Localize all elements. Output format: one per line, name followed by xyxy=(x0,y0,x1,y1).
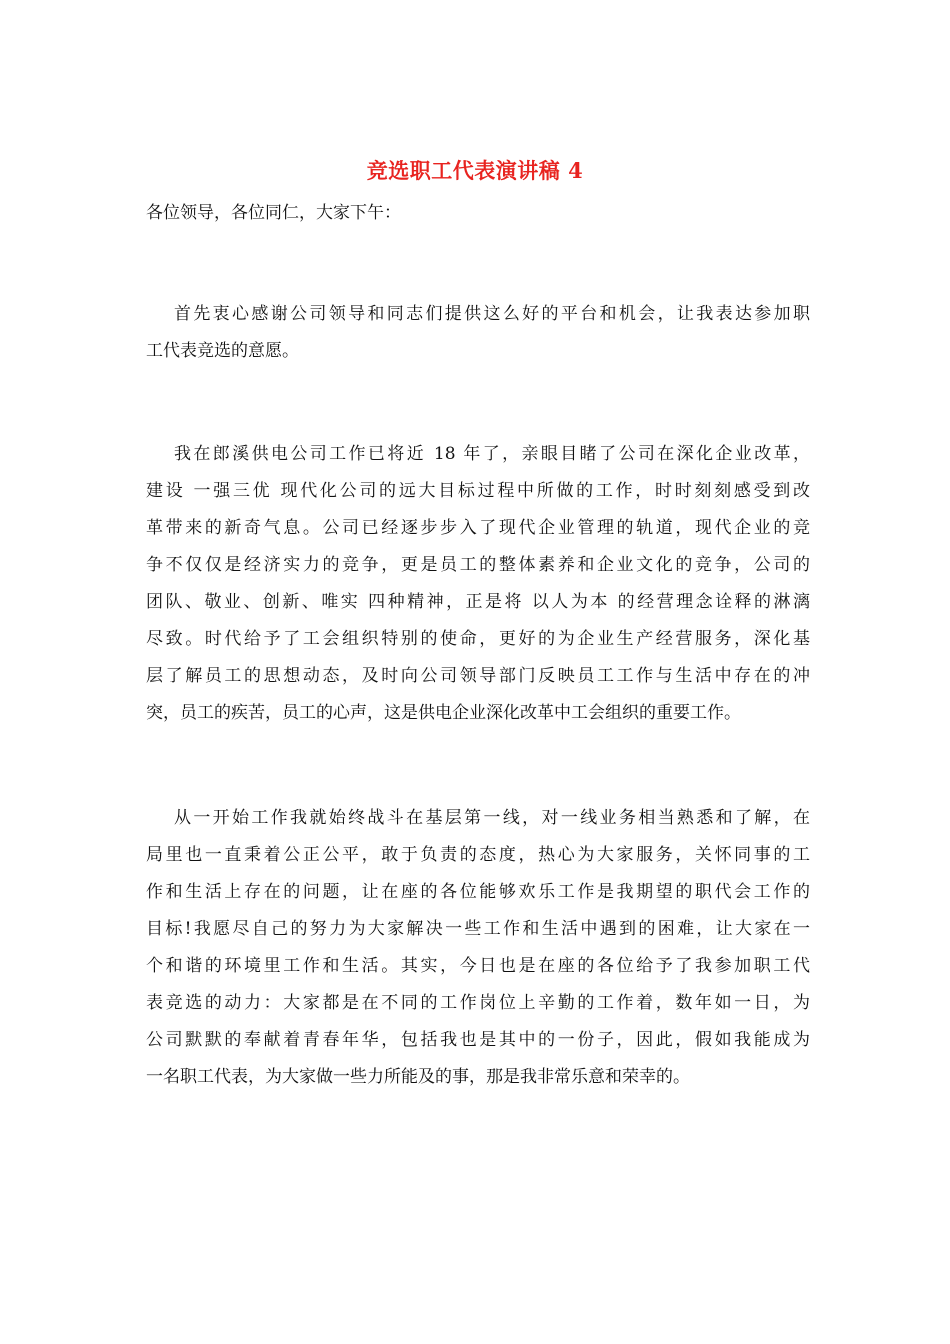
paragraph-line: 首先衷心感谢公司领导和同志们提供这么好的平台和机会，让我表达参加职 xyxy=(174,304,810,324)
paragraph-line: 表竞选的动力：大家都是在不同的工作岗位上辛勤的工作着，数年如一日，为 xyxy=(146,993,810,1013)
paragraph-line: 革带来的新奇气息。公司已经逐步步入了现代企业管理的轨道，现代企业的竞 xyxy=(146,518,810,538)
greeting: 各位领导，各位同仁，大家下午： xyxy=(146,203,401,223)
paragraph-line: 工代表竞选的意愿。 xyxy=(146,341,299,361)
paragraph-line: 争不仅仅是经济实力的竞争，更是员工的整体素养和企业文化的竞争，公司的 xyxy=(146,555,810,575)
paragraph-line: 层了解员工的思想动态，及时向公司领导部门反映员工工作与生活中存在的冲 xyxy=(146,666,810,686)
paragraph-line: 从一开始工作我就始终战斗在基层第一线，对一线业务相当熟悉和了解，在 xyxy=(174,808,810,828)
paragraph-1 xyxy=(146,296,810,370)
paragraph-line: 公司默默的奉献着青春年华，包括我也是其中的一份子，因此，假如我能成为 xyxy=(146,1030,810,1050)
page-title: 竞选职工代表演讲稿 4 xyxy=(366,158,584,183)
paragraph-line: 我在郎溪供电公司工作已将近 18 年了，亲眼目睹了公司在深化企业改革， xyxy=(174,444,810,464)
paragraph-2 xyxy=(146,436,810,732)
paragraph-line: 突，员工的疾苦，员工的心声，这是供电企业深化改革中工会组织的重要工作。 xyxy=(146,703,741,723)
paragraph-line: 建设 一强三优 现代化公司的远大目标过程中所做的工作，时时刻刻感受到改 xyxy=(146,481,810,501)
paragraph-line: 尽致。时代给予了工会组织特别的使命，更好的为企业生产经营服务，深化基 xyxy=(146,629,810,649)
paragraph-line: 个和谐的环境里工作和生活。其实，今日也是在座的各位给予了我参加职工代 xyxy=(146,956,810,976)
paragraph-line: 团队、敬业、创新、唯实 四种精神，正是将 以人为本 的经营理念诠释的淋漓 xyxy=(146,592,810,612)
paragraph-line: 作和生活上存在的问题，让在座的各位能够欢乐工作是我期望的职代会工作的 xyxy=(146,882,810,902)
paragraph-3 xyxy=(146,800,810,1096)
paragraph-line: 一名职工代表，为大家做一些力所能及的事，那是我非常乐意和荣幸的。 xyxy=(146,1067,690,1087)
paragraph-line: 局里也一直秉着公正公平，敢于负责的态度，热心为大家服务，关怀同事的工 xyxy=(146,845,810,865)
paragraph-line: 目标!我愿尽自己的努力为大家解决一些工作和生活中遇到的困难，让大家在一 xyxy=(146,919,810,939)
